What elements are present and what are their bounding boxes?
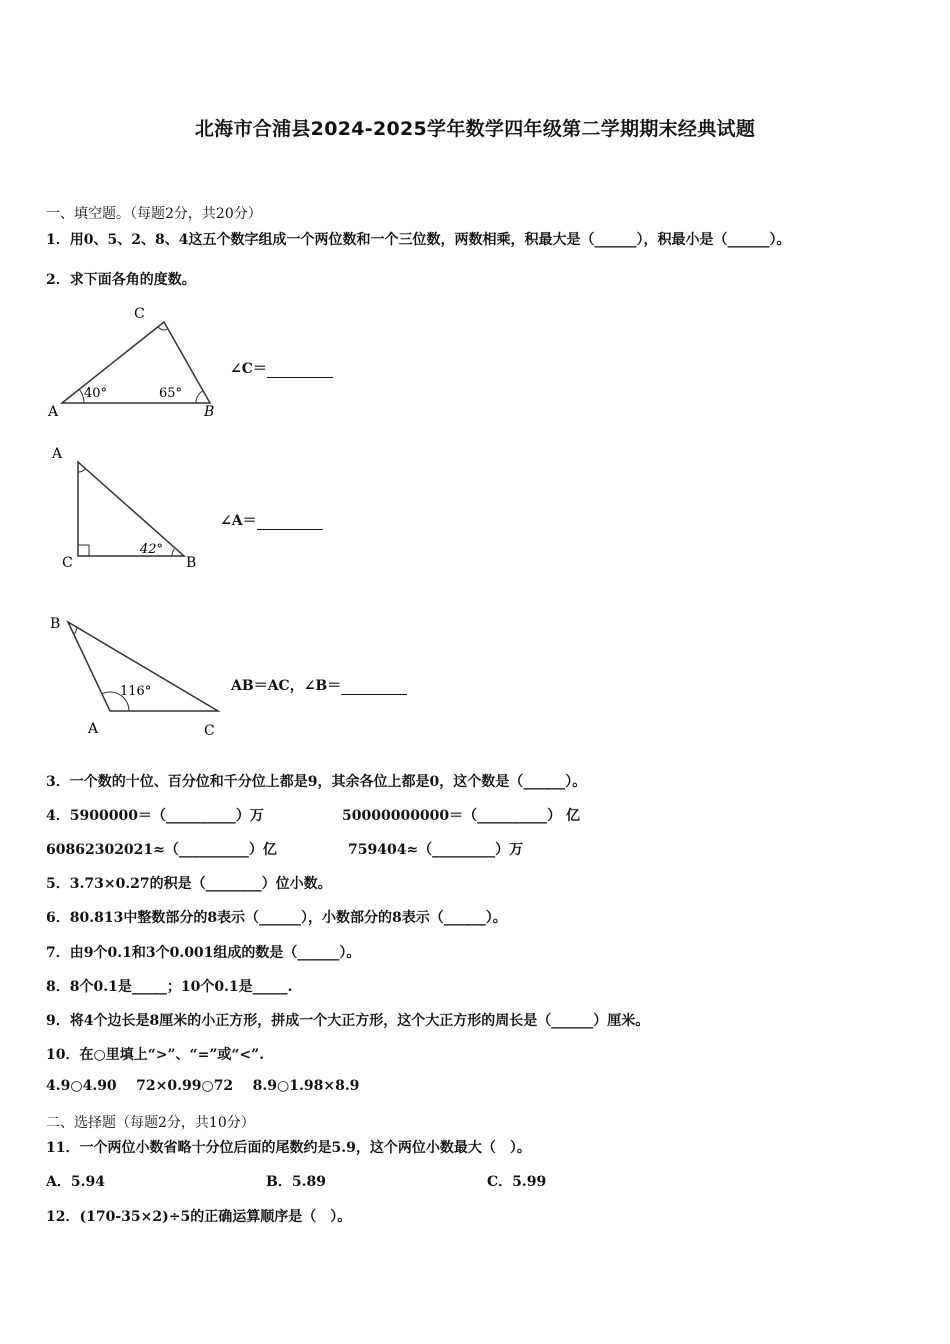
question-11-option-c[interactable]: C．5.99 <box>487 1174 547 1190</box>
vertex-label-b: B <box>204 404 215 420</box>
answer-angle-a <box>220 510 323 530</box>
question-2: 2．求下面各角的度数。 <box>46 272 196 288</box>
question-11-option-a[interactable]: A．5.94 <box>46 1174 105 1190</box>
angle-arc-b <box>74 627 77 635</box>
answer-angle-c <box>230 358 333 378</box>
vertex-label-a: A <box>52 446 63 462</box>
question-11-option-b[interactable]: B．5.89 <box>266 1174 326 1190</box>
angle-arc-c <box>158 327 167 330</box>
question-7: 7．由9个0.1和3个0.001组成的数是（______）。 <box>46 945 361 961</box>
question-4b: 50000000000＝（__________） 亿 <box>342 808 581 824</box>
answer-angle-a-label: ∠A＝ <box>220 513 257 529</box>
question-8: 8．8个0.1是_____；10个0.1是_____. <box>46 979 293 995</box>
question-9: 9．将4个边长是8厘米的小正方形，拼成一个大正方形，这个大正方形的周长是（______）厘米。 <box>46 1013 650 1029</box>
answer-angle-c-label: ∠C＝ <box>230 361 267 377</box>
question-10-items: 4.9○4.90 72×0.99○72 8.9○1.98×8.9 <box>46 1078 360 1094</box>
section-heading-choice: 二、选择题（每题2分，共10分） <box>46 1115 255 1131</box>
section-heading-fill-blank: 一、填空题。（每题2分，共20分） <box>46 206 262 222</box>
question-6: 6．80.813中整数部分的8表示（______），小数部分的8表示（______）。 <box>46 910 507 926</box>
question-3: 3．一个数的十位、百分位和千分位上都是9，其余各位上都是0，这个数是（______）。 <box>46 774 587 790</box>
answer-angle-b-label: AB＝AC，∠B＝ <box>231 678 342 694</box>
question-1: 1．用0、5、2、8、4这五个数字组成一个两位数和一个三位数，两数相乘，积最大是（______），积最小是（______）。 <box>46 232 791 248</box>
question-4d: 759404≈（_________）万 <box>348 842 524 858</box>
vertex-label-c: C <box>204 723 215 739</box>
vertex-label-c: C <box>62 555 73 571</box>
page-title: 北海市合浦县2024-2025学年数学四年级第二学期期末经典试题 <box>194 118 756 140</box>
question-4a: 4．5900000＝（__________）万 <box>46 808 264 824</box>
angle-arc-b <box>196 390 204 403</box>
question-12: 12．(170-35×2)÷5的正确运算顺序是（ ）。 <box>46 1209 352 1225</box>
angle-label-40: 40° <box>84 386 108 401</box>
vertex-label-b: B <box>50 616 61 632</box>
question-5: 5．3.73×0.27的积是（________）位小数。 <box>46 876 332 892</box>
angle-arc-a <box>78 469 85 472</box>
angle-arc-b <box>172 549 174 556</box>
angle-label-116: 116° <box>120 684 152 699</box>
right-angle-mark <box>78 545 89 556</box>
triangle-figure-3 <box>46 608 231 743</box>
triangle-figure-2 <box>46 440 216 575</box>
answer-angle-b <box>231 675 407 695</box>
question-11: 11．一个两位小数省略十分位后面的尾数约是5.9，这个两位小数最大（ ）。 <box>46 1140 531 1156</box>
vertex-label-a: A <box>88 721 99 737</box>
question-4c: 60862302021≈（__________）亿 <box>46 842 277 858</box>
vertex-label-b: B <box>186 555 197 571</box>
angle-label-65: 65° <box>159 386 183 401</box>
answer-blank[interactable] <box>267 363 333 378</box>
vertex-label-a: A <box>48 404 59 420</box>
angle-label-42: 42° <box>140 542 164 557</box>
vertex-label-c: C <box>134 306 145 322</box>
answer-blank[interactable] <box>341 680 407 695</box>
triangle-2-shape <box>78 462 184 556</box>
question-10: 10．在○里填上“>”、“=”或“<”. <box>46 1047 265 1063</box>
answer-blank[interactable] <box>257 515 323 530</box>
triangle-figure-1 <box>46 300 226 425</box>
